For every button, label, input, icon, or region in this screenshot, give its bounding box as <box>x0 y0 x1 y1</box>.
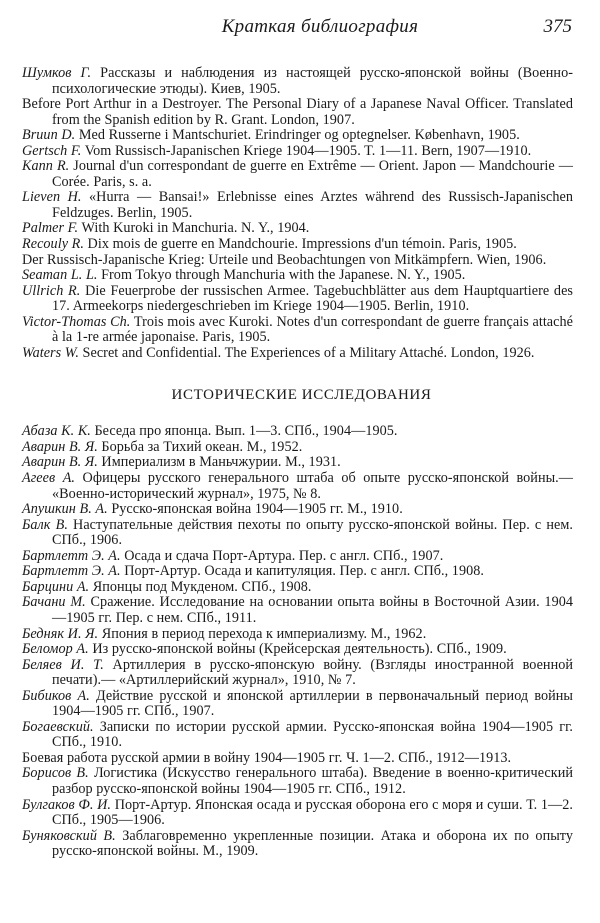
entry-text: Journal d'un correspondant de guerre en Extrême — Orient. Japon — Mandchourie — Corée. Paris, s. a. <box>52 158 573 190</box>
bibliography-entry <box>22 66 573 97</box>
bibliography-entry <box>22 144 573 160</box>
bibliography-entry <box>22 128 573 144</box>
entry-text: With Kuroki in Manchuria. N. Y., 1904. <box>78 220 310 237</box>
entry-author: Богаевский. <box>22 718 94 735</box>
bibliography-entry <box>22 221 573 237</box>
entry-text: Der Russisch-Japanische Krieg: Urteile und Beobachtungen von Mitkämpfern. Wien, 1906. <box>22 251 547 268</box>
entry-author: Palmer F. <box>22 220 79 237</box>
entry-author: Бартлетт Э. А. <box>22 563 121 580</box>
entry-author: Ullrich R. <box>22 282 81 299</box>
entry-text: Before Port Arthur in a Destroyer. The Personal Diary of a Japanese Naval Officer. Translated from the Spanish edition by R. Grant. London, 1907. <box>22 96 573 128</box>
bibliography-entry <box>22 424 573 440</box>
entry-text: Dix mois de guerre en Mandchourie. Impressions d'un témoin. Paris, 1905. <box>83 236 517 253</box>
entry-text: Заблаговременно укрепленные позиции. Атака и оборона их по опыту русско-японской войны. М., 1909. <box>52 827 574 860</box>
entry-text: Осада и сдача Порт-Артура. Пер. с англ. СПб., 1907. <box>120 547 444 564</box>
entry-text: Япония в период перехода к империализму. М., 1962. <box>98 625 427 642</box>
entry-text: Записки по истории русской армии. Русско-японская война 1904—1905 гг. СПб., 1910. <box>52 718 573 751</box>
entry-text: Рассказы и наблюдения из настоящей русско-японской войны (Военно-психологические этюды). Киев, 1905. <box>52 65 573 97</box>
entry-author: Bruun D. <box>22 127 76 144</box>
bibliography-body <box>22 66 573 860</box>
entry-author: Балк В. <box>22 516 68 533</box>
entry-text: Die Feuerprobe der russischen Armee. Tagebuchblätter aus dem Hauptquartiere des 17. Armeekorps niedergeschrieben im Kriege 1904—1905. Berlin, 1910. <box>52 282 573 315</box>
entry-text: Артиллерия в русско-японскую войну. (Взгляды иностранной военной печати).— «Артиллерийский журнал», 1910, № 7. <box>52 656 573 689</box>
entry-text: Действие русской и японской артиллерии в первоначальный период войны 1904—1905 гг. СПб., 1907. <box>52 687 573 720</box>
bibliography-entry <box>22 658 573 689</box>
entry-author: Бибиков А. <box>22 687 90 704</box>
section-heading: ИСТОРИЧЕСКИЕ ИССЛЕДОВАНИЯ <box>171 387 432 404</box>
bibliography-entry <box>22 455 573 471</box>
entry-text: Империализм в Маньчжурии. М., 1931. <box>97 454 341 471</box>
foreign-sources-list <box>22 66 573 361</box>
page-number: 375 <box>543 16 572 37</box>
entry-author: Аварин В. Я. <box>22 454 98 471</box>
entry-author: Waters W. <box>22 344 79 361</box>
entry-text: Vom Russisch-Japanischen Kriege 1904—1905. T. 1—11. Bern, 1907—1910. <box>81 142 532 159</box>
entry-author: Gertsch F. <box>22 142 82 159</box>
bibliography-entry <box>22 268 573 284</box>
bibliography-entry <box>22 564 573 580</box>
bibliography-entry <box>22 720 573 751</box>
entry-author: Абаза К. К. <box>22 423 91 440</box>
bibliography-entry <box>22 253 573 269</box>
bibliography-entry <box>22 580 573 596</box>
historical-studies-list <box>22 424 573 859</box>
bibliography-entry <box>22 97 573 128</box>
entry-text: From Tokyo through Manchuria with the Japanese. N. Y., 1905. <box>97 267 466 284</box>
entry-author: Барцини А. <box>22 578 90 595</box>
entry-author: Бартлетт Э. А. <box>22 547 121 564</box>
entry-author: Беломор А. <box>22 641 89 658</box>
entry-author: Шумков Г. <box>22 65 92 81</box>
bibliography-entry <box>22 346 573 362</box>
bibliography-entry <box>22 766 573 797</box>
entry-text: Японцы под Мукденом. СПб., 1908. <box>89 578 312 595</box>
entry-text: Боевая работа русской армии в войну 1904—1905 гг. Ч. 1—2. СПб., 1912—1913. <box>22 749 512 766</box>
entry-text: Из русско-японской войны (Крейсерская деятельность). СПб., 1909. <box>88 641 507 658</box>
bibliography-entry <box>22 471 573 502</box>
entry-author: Агеев А. <box>22 470 76 487</box>
page-header <box>0 14 600 44</box>
bibliography-entry <box>22 549 573 565</box>
entry-author: Аварин В. Я. <box>22 438 98 455</box>
entry-text: Русско-японская война 1904—1905 гг. М., 1910. <box>107 501 403 518</box>
bibliography-entry <box>22 798 573 829</box>
entry-text: Порт-Артур. Осада и капитуляция. Пер. с англ. СПб., 1908. <box>120 563 484 580</box>
bibliography-entry <box>22 689 573 720</box>
entry-author: Бачани М. <box>22 594 86 611</box>
entry-author: Lieven H. <box>22 189 82 206</box>
entry-author: Recouly R. <box>22 236 84 253</box>
entry-author: Kann R. <box>22 158 70 175</box>
bibliography-entry <box>22 190 573 221</box>
bibliography-entry <box>22 284 573 315</box>
bibliography-entry <box>22 237 573 253</box>
bibliography-entry <box>22 315 573 346</box>
bibliography-entry <box>22 518 573 549</box>
entry-author: Бедняк И. Я. <box>22 625 99 642</box>
entry-author: Беляев И. Т. <box>22 656 104 673</box>
bibliography-entry <box>22 829 573 860</box>
entry-text: Secret and Confidential. The Experiences of a Military Attaché. London, 1926. <box>78 344 535 361</box>
bibliography-entry <box>22 627 573 643</box>
entry-text: Офицеры русского генерального штаба об опыте русско-японской войны.— «Военно-исторический журнал», 1975, № 8. <box>52 470 574 502</box>
entry-text: «Hurra — Bansai!» Erlebnisse eines Arztes während des Russisch-Japanischen Feldzuges. Berlin, 1905. <box>52 189 574 221</box>
entry-text: Med Russerne i Mantschuriet. Erindringer og optegnelser. København, 1905. <box>75 127 520 144</box>
bibliography-entry <box>22 502 573 518</box>
entry-text: Беседа про японца. Вып. 1—3. СПб., 1904—1905. <box>90 423 398 440</box>
bibliography-entry <box>22 159 573 190</box>
entry-author: Булгаков Ф. И. <box>22 796 112 813</box>
running-title: Краткая библиография <box>221 16 419 37</box>
entry-author: Буняковский В. <box>22 827 116 844</box>
entry-author: Victor-Thomas Ch. <box>22 313 131 330</box>
entry-text: Логистика (Искусство генерального штаба). Введение в военно-критический разбор русско-японской войны 1904—1905 гг. СПб., 1912. <box>52 765 573 797</box>
entry-author: Борисов В. <box>22 765 89 782</box>
bibliography-entry <box>22 751 573 767</box>
bibliography-entry <box>22 595 573 626</box>
bibliography-entry <box>22 440 573 456</box>
entry-text: Наступательные действия пехоты по опыту русско-японской войны. Пер. с нем. СПб., 1906. <box>52 516 573 549</box>
entry-text: Сражение. Исследование на основании опыта войны в Восточной Азии. 1904—1905 гг. Пер. с нем. СПб., 1911. <box>52 594 574 626</box>
bibliography-entry <box>22 642 573 658</box>
entry-text: Борьба за Тихий океан. М., 1952. <box>97 438 303 455</box>
entry-author: Апушкин В. А. <box>22 501 108 518</box>
entry-text: Trois mois avec Kuroki. Notes d'un correspondant de guerre français attaché à la 1-re armée japonaise. Paris, 1905. <box>52 313 573 346</box>
entry-text: Порт-Артур. Японская осада и русская оборона его с моря и суши. Т. 1—2. СПб., 1905—1906. <box>52 796 573 829</box>
entry-author: Seaman L. L. <box>22 267 98 284</box>
